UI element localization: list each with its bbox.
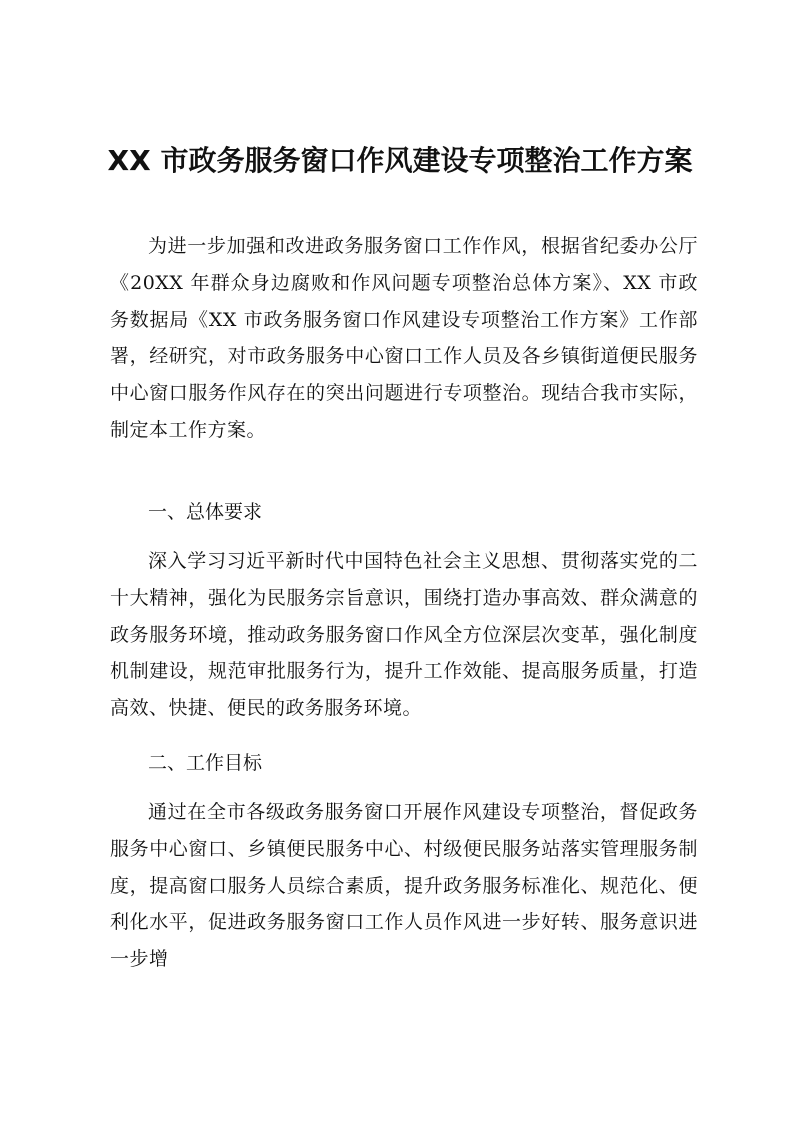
intro-paragraph: 为进一步加强和改进政务服务窗口工作作风，根据省纪委办公厅《20XX 年群众身边腐败和作风问题专项整治总体方案》、XX 市政务数据局《XX 市政务服务窗口作风建设专项整治工作方案》工作部署，经研究，对市政务服务中心窗口工作人员及各乡镇街道便民服务中心窗口服务作风存在的突出问题进行专项整治。现结合我市实际，制定本工作方案。 (110, 235, 698, 441)
section-paragraph-general-requirements: 深入学习习近平新时代中国特色社会主义思想、贯彻落实党的二十大精神，强化为民服务宗旨意识，围绕打造办事高效、群众满意的政务服务环境，推动政务服务窗口作风全方位深层次变革，强化制度机制建设，规范审批服务行为，提升工作效能、提高服务质量，打造高效、快捷、便民的政务服务环境。 (110, 550, 698, 720)
section-heading-general-requirements: 一、总体要求 (148, 501, 263, 523)
section-heading-work-goals: 二、工作目标 (148, 752, 263, 774)
section-paragraph-work-goals: 通过在全市各级政务服务窗口开展作风建设专项整治，督促政务服务中心窗口、乡镇便民服务中心、村级便民服务站落实管理服务制度，提高窗口服务人员综合素质，提升政务服务标准化、规范化、便利化水平，促进政务服务窗口工作人员作风进一步好转、服务意识进一步增 (110, 801, 698, 971)
document-title: XX 市政务服务窗口作风建设专项整治工作方案 (107, 144, 693, 177)
